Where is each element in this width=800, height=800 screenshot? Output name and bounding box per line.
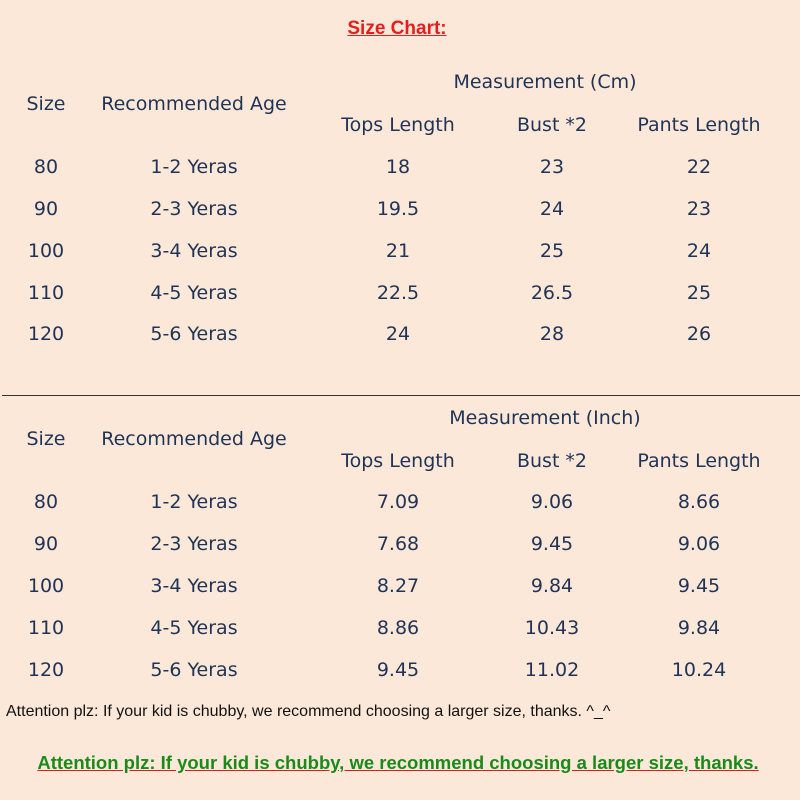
cell-tops: 24 (385, 323, 411, 345)
cell-pants: 9.84 (677, 617, 721, 639)
column-header-tops: Tops Length (341, 114, 455, 136)
cell-size: 80 (33, 156, 59, 178)
cell-size: 120 (27, 323, 65, 345)
cell-age: 4-5 Yeras (150, 282, 238, 304)
column-header-tops: Tops Length (341, 450, 455, 472)
cell-size: 120 (27, 659, 65, 681)
column-header-size: Size (26, 428, 66, 450)
cell-size: 80 (33, 491, 59, 513)
cell-tops: 7.09 (376, 491, 420, 513)
cell-size: 90 (33, 198, 59, 220)
cell-bust: 24 (539, 198, 565, 220)
cell-bust: 10.43 (524, 617, 580, 639)
cell-age: 5-6 Yeras (150, 659, 238, 681)
cell-age: 4-5 Yeras (150, 617, 238, 639)
column-header-size: Size (26, 93, 66, 115)
measurement-header: Measurement (Inch) (449, 407, 641, 429)
cell-pants: 26 (686, 323, 712, 345)
cell-age: 2-3 Yeras (150, 533, 238, 555)
cell-pants: 22 (686, 156, 712, 178)
cell-pants: 23 (686, 198, 712, 220)
cell-size: 100 (27, 575, 65, 597)
cell-size: 90 (33, 533, 59, 555)
column-header-pants: Pants Length (637, 450, 761, 472)
cell-pants: 9.06 (677, 533, 721, 555)
cell-age: 5-6 Yeras (150, 323, 238, 345)
cell-size: 100 (27, 240, 65, 262)
cell-pants: 24 (686, 240, 712, 262)
cell-bust: 26.5 (530, 282, 574, 304)
cell-pants: 9.45 (677, 575, 721, 597)
cell-bust: 25 (539, 240, 565, 262)
cell-bust: 9.45 (530, 533, 574, 555)
cell-bust: 11.02 (524, 659, 580, 681)
cell-tops: 8.27 (376, 575, 420, 597)
cell-tops: 18 (385, 156, 411, 178)
cell-size: 110 (27, 282, 65, 304)
attention-note-highlight: Attention plz: If your kid is chubby, we recommend choosing a larger size, thanks. (37, 752, 759, 773)
column-header-bust: Bust *2 (516, 114, 588, 136)
cell-bust: 9.06 (530, 491, 574, 513)
cell-tops: 7.68 (376, 533, 420, 555)
cell-bust: 23 (539, 156, 565, 178)
cell-age: 2-3 Yeras (150, 198, 238, 220)
cell-age: 1-2 Yeras (150, 156, 238, 178)
measurement-header: Measurement (Cm) (453, 71, 637, 93)
cell-tops: 8.86 (376, 617, 420, 639)
cell-pants: 25 (686, 282, 712, 304)
cell-pants: 10.24 (671, 659, 727, 681)
cell-bust: 9.84 (530, 575, 574, 597)
cell-tops: 21 (385, 240, 411, 262)
cell-tops: 22.5 (376, 282, 420, 304)
attention-note: Attention plz: If your kid is chubby, we recommend choosing a larger size, thanks. ^_^ (6, 703, 611, 720)
cell-pants: 8.66 (677, 491, 721, 513)
page-title: Size Chart: (347, 18, 447, 39)
column-header-age: Recommended Age (101, 93, 287, 115)
cell-age: 3-4 Yeras (150, 575, 238, 597)
section-divider (2, 395, 800, 396)
column-header-bust: Bust *2 (516, 450, 588, 472)
column-header-age: Recommended Age (101, 428, 287, 450)
cell-age: 3-4 Yeras (150, 240, 238, 262)
column-header-pants: Pants Length (637, 114, 761, 136)
cell-size: 110 (27, 617, 65, 639)
cell-bust: 28 (539, 323, 565, 345)
cell-age: 1-2 Yeras (150, 491, 238, 513)
cell-tops: 9.45 (376, 659, 420, 681)
cell-tops: 19.5 (376, 198, 420, 220)
